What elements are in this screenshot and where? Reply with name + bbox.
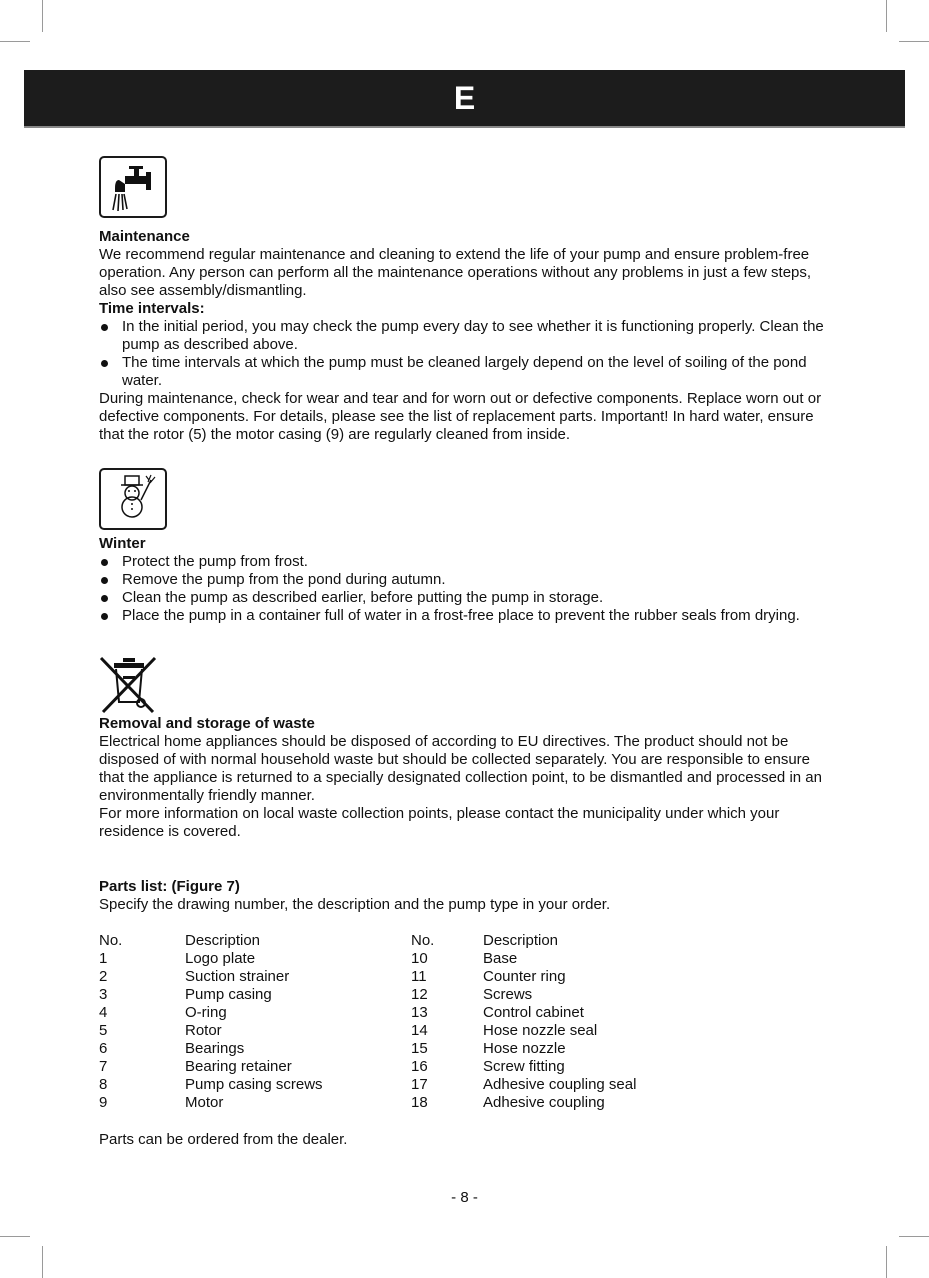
crop-mark <box>886 0 887 32</box>
winter-title: Winter <box>99 535 146 552</box>
part-number: 16 <box>411 1058 428 1075</box>
part-description: Hose nozzle <box>483 1040 566 1057</box>
part-description: Counter ring <box>483 968 566 985</box>
part-description: Adhesive coupling <box>483 1094 605 1111</box>
tap-water-icon <box>99 156 167 218</box>
list-item: Remove the pump from the pond during autumn. <box>99 571 834 589</box>
winter-section <box>99 535 834 625</box>
part-description: Rotor <box>185 1022 222 1039</box>
part-number: 17 <box>411 1076 428 1093</box>
part-number: 3 <box>99 986 108 1003</box>
table-row <box>99 1022 699 1040</box>
waste-paragraph: Electrical home appliances should be disposed of according to EU directives. The product should not be disposed of with normal household waste but should be collected separately. You are responsible to ensure that the appliance is returned to a specially designated collection point, to be dismantled and processed in an environmentally friendly manner. <box>99 733 822 804</box>
parts-table <box>99 932 699 1112</box>
column-header: No. <box>411 932 435 949</box>
part-number: 4 <box>99 1004 108 1021</box>
list-item: Clean the pump as described earlier, before putting the pump in storage. <box>99 589 834 607</box>
waste-title: Removal and storage of waste <box>99 715 315 732</box>
table-row <box>99 986 699 1004</box>
parts-section <box>99 878 834 914</box>
language-header-bar <box>24 70 905 128</box>
winter-list <box>99 553 834 625</box>
maintenance-intro: We recommend regular maintenance and cleaning to extend the life of your pump and ensure problem-free operation. Any person can perform all the maintenance operations without any problems in just a few steps, also see assembly/dismantling. <box>99 246 812 299</box>
part-description: Motor <box>185 1094 224 1111</box>
part-number: 8 <box>99 1076 108 1093</box>
parts-title: Parts list: (Figure 7) <box>99 878 240 895</box>
part-description: Hose nozzle seal <box>483 1022 598 1039</box>
part-number: 11 <box>411 968 427 985</box>
time-intervals-list <box>99 318 834 390</box>
column-header: Description <box>185 932 261 949</box>
column-header: No. <box>99 932 123 949</box>
language-letter: E <box>453 80 476 116</box>
waste-section <box>99 715 834 841</box>
table-row <box>99 1076 699 1094</box>
table-row <box>99 968 699 986</box>
part-number: 5 <box>99 1022 108 1039</box>
page-number: - 8 - <box>451 1189 478 1206</box>
part-number: 1 <box>99 950 108 967</box>
parts-rows <box>99 950 699 1112</box>
part-description: Pump casing screws <box>185 1076 323 1093</box>
crop-mark <box>0 41 30 42</box>
crop-mark <box>886 1246 887 1278</box>
maintenance-title: Maintenance <box>99 228 190 245</box>
part-number: 15 <box>411 1040 428 1057</box>
waste-contact-paragraph: For more information on local waste collection points, please contact the municipality under which your residence is covered. <box>99 805 780 840</box>
column-header: Description <box>483 932 559 949</box>
part-description: Pump casing <box>185 986 272 1003</box>
part-description: Screws <box>483 986 533 1003</box>
maintenance-section <box>99 228 834 444</box>
part-description: O-ring <box>185 1004 227 1021</box>
part-number: 12 <box>411 986 428 1003</box>
part-description: Suction strainer <box>185 968 290 985</box>
part-description: Screw fitting <box>483 1058 565 1075</box>
crossed-out-bin-icon <box>99 656 159 714</box>
table-row <box>99 1094 699 1112</box>
crop-mark <box>899 41 929 42</box>
part-number: 14 <box>411 1022 428 1039</box>
maintenance-closing: During maintenance, check for wear and tear and for worn out or defective components. Replace worn out or defective components. For details, please see the list of replacement parts. Important! In hard water, ensure that the rotor (5) the motor casing (9) are regularly cleaned from inside. <box>99 390 822 443</box>
table-row <box>99 1004 699 1022</box>
crop-mark <box>899 1236 929 1237</box>
part-description: Base <box>483 950 518 967</box>
table-row <box>99 1040 699 1058</box>
part-description: Bearings <box>185 1040 245 1057</box>
part-number: 9 <box>99 1094 108 1111</box>
parts-intro: Specify the drawing number, the description and the pump type in your order. <box>99 896 611 913</box>
crop-mark <box>42 0 43 32</box>
part-description: Logo plate <box>185 950 256 967</box>
table-header-row <box>99 932 699 950</box>
part-description: Adhesive coupling seal <box>483 1076 637 1093</box>
crop-mark <box>0 1236 30 1237</box>
part-number: 13 <box>411 1004 428 1021</box>
table-row <box>99 1058 699 1076</box>
part-number: 18 <box>411 1094 428 1111</box>
list-item: Protect the pump from frost. <box>99 553 834 571</box>
part-description: Bearing retainer <box>185 1058 292 1075</box>
list-item: Place the pump in a container full of water in a frost-free place to prevent the rubber seals from drying. <box>99 607 834 625</box>
table-row <box>99 950 699 968</box>
list-item: In the initial period, you may check the pump every day to see whether it is functioning properly. Clean the pump as described above. <box>99 318 834 354</box>
list-item: The time intervals at which the pump must be cleaned largely depend on the level of soiling of the pond water. <box>99 354 834 390</box>
parts-footer: Parts can be ordered from the dealer. <box>99 1131 348 1148</box>
part-description: Control cabinet <box>483 1004 584 1021</box>
part-number: 7 <box>99 1058 108 1075</box>
part-number: 6 <box>99 1040 108 1057</box>
time-intervals-title: Time intervals: <box>99 300 205 317</box>
crop-mark <box>42 1246 43 1278</box>
part-number: 10 <box>411 950 428 967</box>
part-number: 2 <box>99 968 108 985</box>
snowman-icon <box>99 468 167 530</box>
